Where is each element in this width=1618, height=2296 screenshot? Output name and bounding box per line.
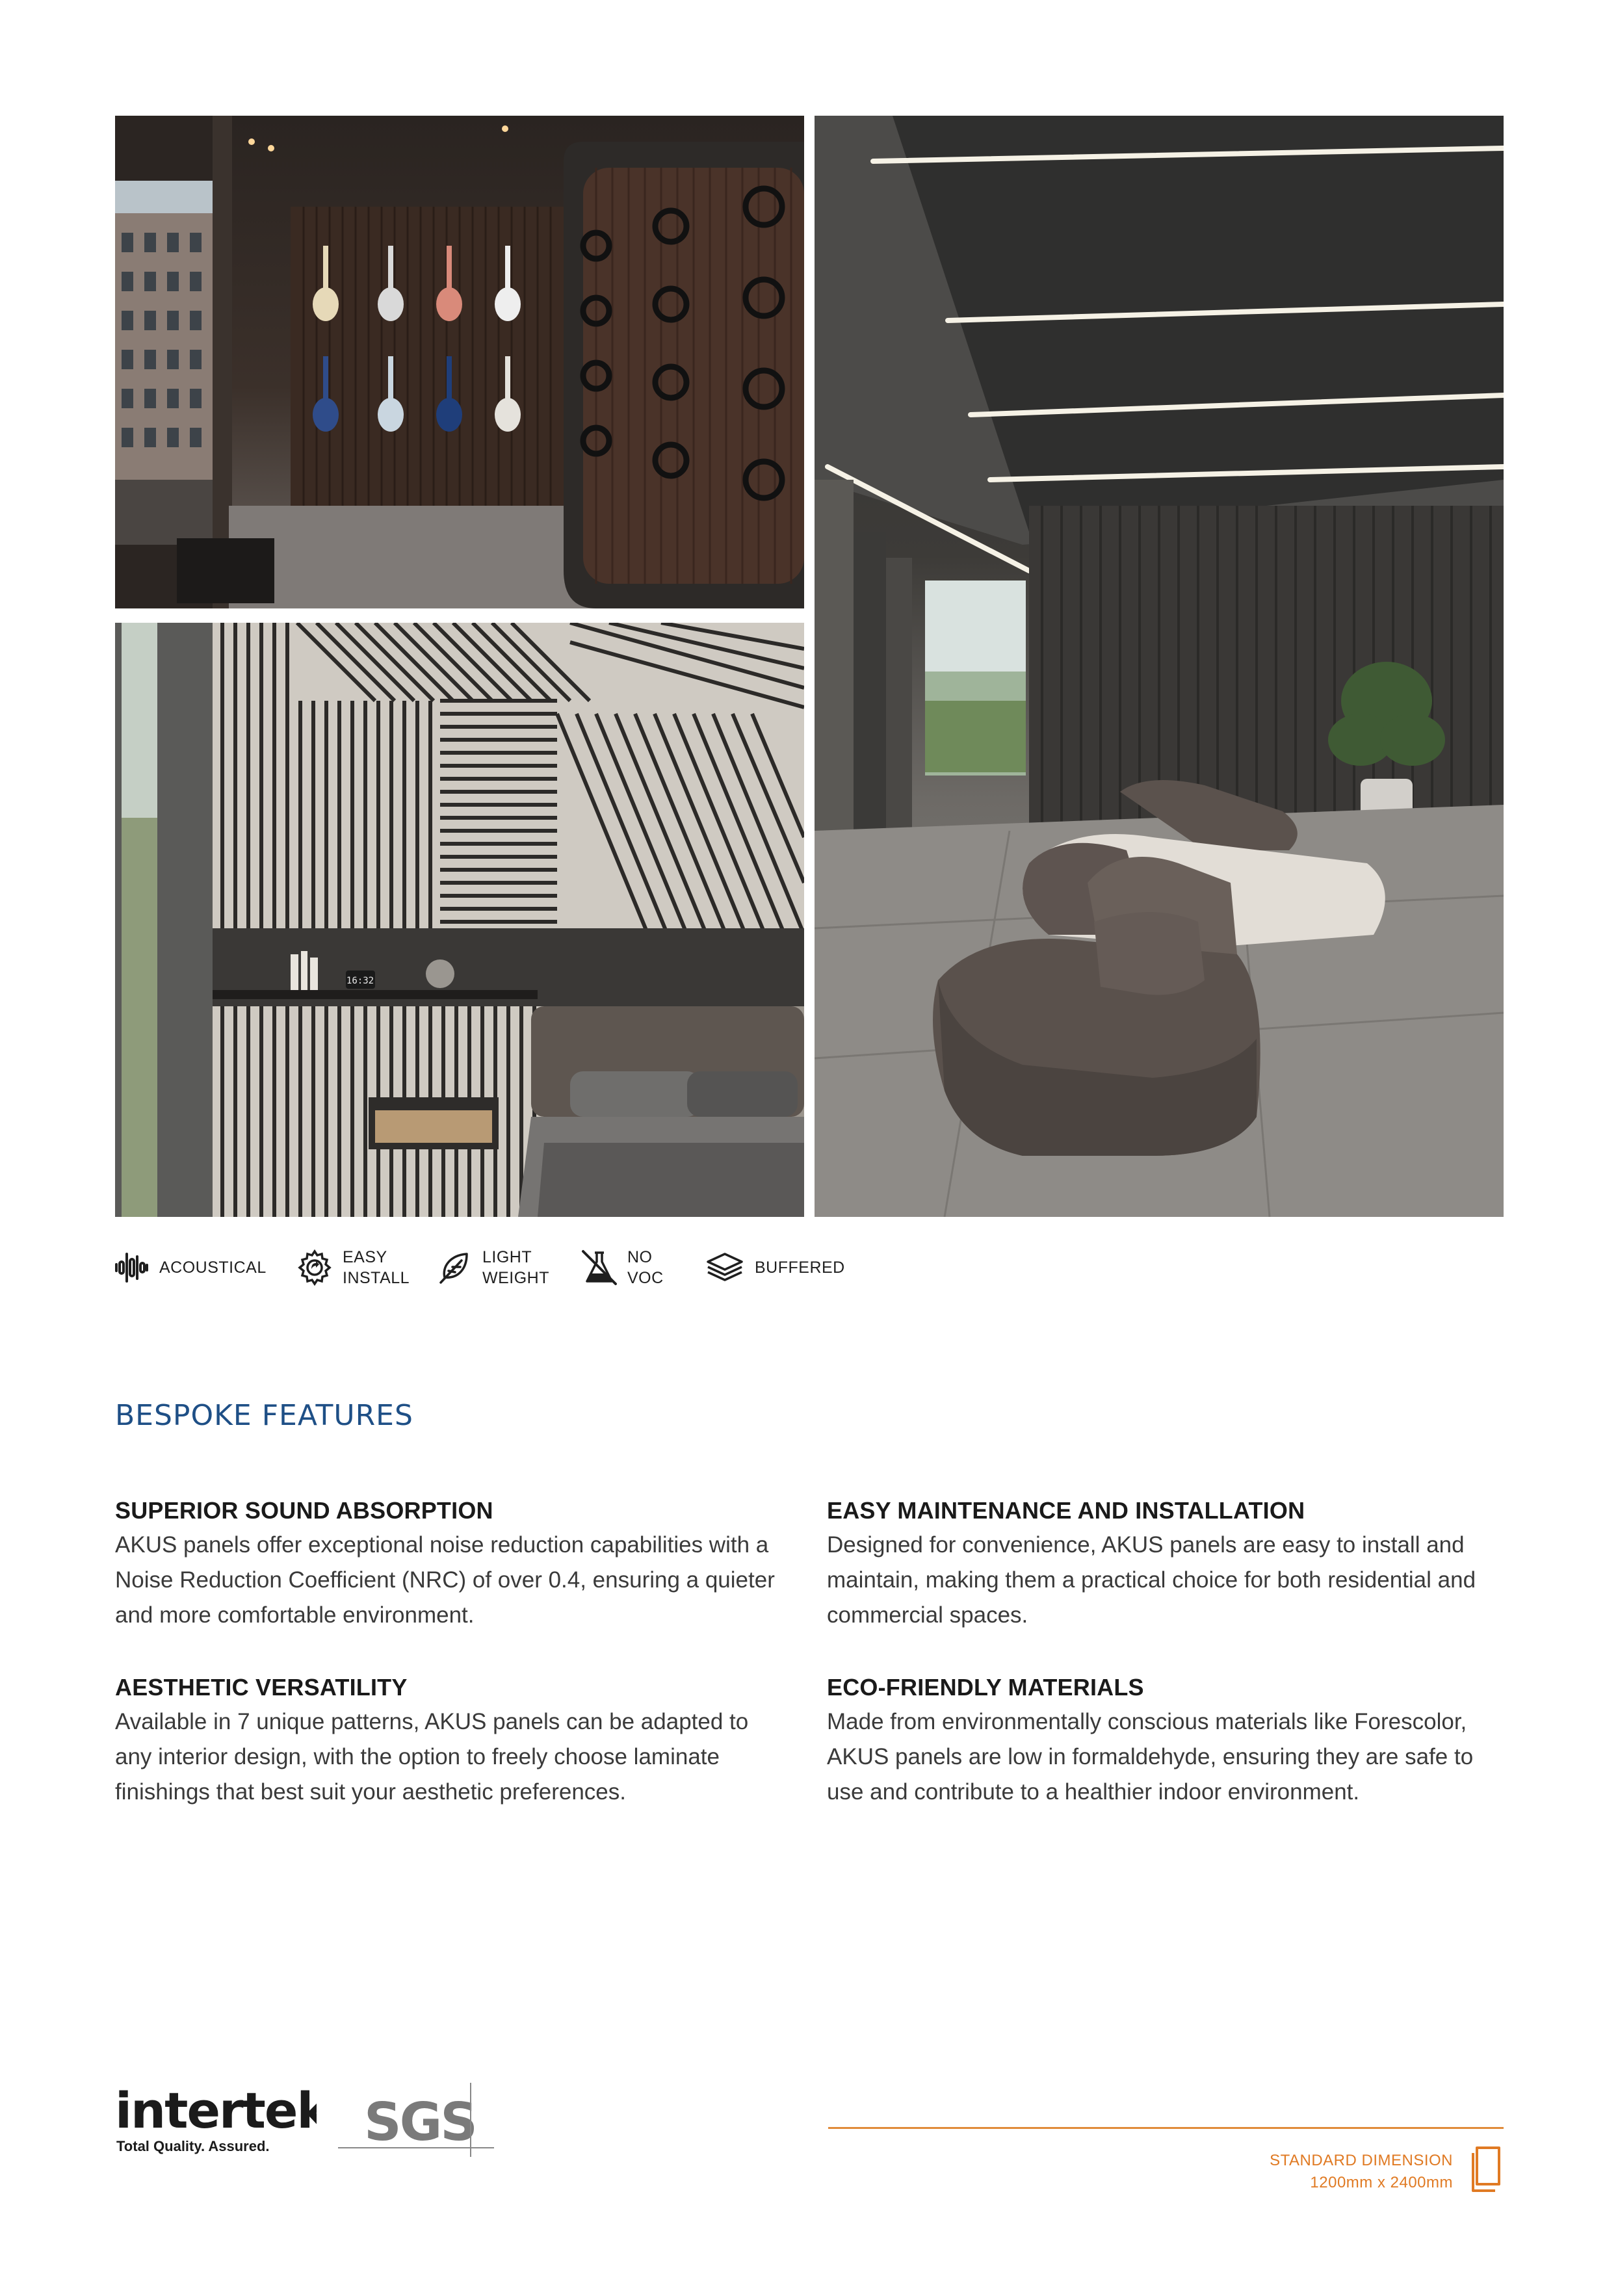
feature-light-weight (436, 1245, 549, 1290)
feature-block-body: Made from environmentally conscious materials like Forescolor, AKUS panels are low in formaldehyde, ensuring they are safe to use and contribute to a healthier indoor environment. (827, 1709, 1474, 1805)
footer-divider (828, 2127, 1504, 2129)
feature-block-title: ECO-FRIENDLY MATERIALS (827, 1674, 1144, 1701)
feature-block-sound (115, 1494, 791, 1633)
feature-no-voc (581, 1245, 664, 1290)
standard-dimension-value: 1200mm x 2400mm (1310, 2174, 1453, 2191)
feature-acoustical (112, 1245, 267, 1290)
sound-wave-icon (112, 1249, 150, 1286)
feature-buffered-label: BUFFERED (755, 1259, 845, 1277)
feature-block-body: Designed for convenience, AKUS panels are easy to install and maintain, making them a practical choice for both residential and commercial spaces. (827, 1532, 1476, 1628)
no-voc-icon (581, 1249, 618, 1286)
intertek-logo-text: intertek (115, 2083, 317, 2139)
standard-dimension-label: STANDARD DIMENSION (1270, 2152, 1453, 2169)
panel-dimension-icon (1470, 2145, 1503, 2193)
feature-block-title: SUPERIOR SOUND ABSORPTION (115, 1497, 493, 1524)
feature-block-title: EASY MAINTENANCE AND INSTALLATION (827, 1497, 1305, 1524)
intertek-logo (115, 2083, 317, 2155)
photo-guitar-store (115, 116, 804, 608)
gear-icon (296, 1249, 333, 1286)
feature-block-body: AKUS panels offer exceptional noise reduction capabilities with a Noise Reduction Coefficient (NRC) of over 0.4, ensuring a quieter and more comfortable environment. (115, 1532, 775, 1628)
feature-light-weight-label: LIGHT WEIGHT (482, 1248, 549, 1287)
feature-block-eco (827, 1671, 1503, 1810)
intertek-tagline: Total Quality. Assured. (116, 2138, 270, 2154)
section-title: BESPOKE FEATURES (115, 1399, 413, 1432)
feature-acoustical-label: ACOUSTICAL (159, 1259, 267, 1277)
feature-easy-install (296, 1245, 410, 1290)
layers-icon (704, 1249, 746, 1286)
feature-block-body: Available in 7 unique patterns, AKUS panels can be adapted to any interior design, with the option to freely choose laminate finishings that best suit your aesthetic preferences. (115, 1709, 749, 1805)
standard-dimension (1270, 2150, 1453, 2194)
feature-block-title: AESTHETIC VERSATILITY (115, 1674, 408, 1701)
sgs-logo-text: SGS (364, 2092, 476, 2152)
photo-bedroom (115, 623, 804, 1217)
feature-easy-install-label: EASY INSTALL (343, 1248, 410, 1287)
sgs-logo (338, 2080, 494, 2158)
feature-buffered (704, 1245, 845, 1290)
photo-lobby (815, 116, 1504, 1217)
bedroom-clock-text: 16:32 (346, 976, 374, 986)
feature-block-maintenance (827, 1494, 1503, 1633)
feature-block-aesthetic (115, 1671, 791, 1810)
feature-no-voc-label: NO VOC (627, 1248, 664, 1287)
feather-icon (436, 1249, 473, 1286)
